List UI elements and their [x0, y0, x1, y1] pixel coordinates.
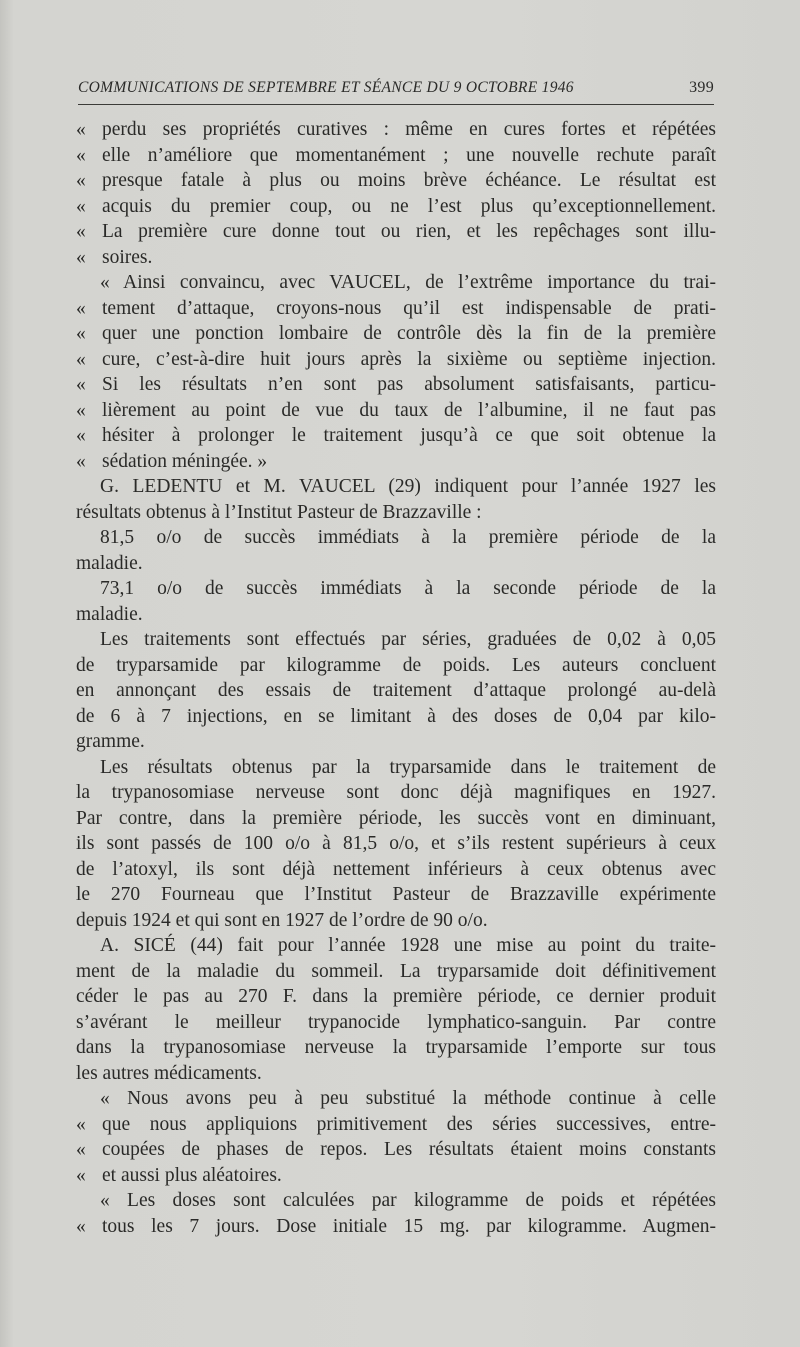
quote-mark: « — [76, 399, 86, 421]
quote-mark: « — [76, 450, 86, 472]
text-line — [76, 780, 716, 806]
text-line — [76, 933, 716, 959]
text-line — [76, 500, 716, 526]
text-line — [76, 398, 716, 424]
line-text: presque fatale à plus ou moins brève échéance. Le résultat est — [102, 170, 716, 191]
line-text: de tryparsamide par kilogramme de poids. Les auteurs concluent — [76, 654, 716, 676]
line-text: maladie. — [76, 552, 143, 574]
line-text: depuis 1924 et qui sont en 1927 de l’ordre de 90 o/o. — [76, 909, 488, 931]
line-text: en annonçant des essais de traitement d’attaque prolongé au-delà — [76, 680, 716, 701]
text-line — [76, 857, 716, 883]
text-line — [76, 194, 716, 220]
running-title: COMMUNICATIONS DE SEPTEMBRE ET SÉANCE DU 9 OCTOBRE 1946 — [78, 79, 574, 96]
line-text: quer une ponction lombaire de contrôle dès la fin de la première — [102, 323, 716, 344]
quote-mark: « — [76, 1113, 86, 1135]
header-rule — [78, 104, 714, 105]
text-line — [76, 1137, 716, 1163]
quote-mark: « — [76, 297, 86, 319]
line-text: Les traitements sont effectués par séries, graduées de 0,02 à 0,05 — [100, 629, 716, 650]
line-text: La première cure donne tout ou rien, et les repêchages sont illu- — [102, 221, 716, 242]
quote-mark: « — [76, 144, 86, 166]
line-text: ils sont passés de 100 o/o à 81,5 o/o, et s’ils restent supérieurs à ceux — [76, 833, 716, 854]
text-line — [76, 372, 716, 398]
text-line — [76, 576, 716, 602]
line-text: de 6 à 7 injections, en se limitant à des doses de 0,04 par kilo- — [76, 705, 716, 727]
line-text: ment de la maladie du sommeil. La tryparsamide doit définitivement — [76, 960, 716, 982]
line-text: et aussi plus aléatoires. — [102, 1164, 282, 1186]
line-text: A. SICÉ (44) fait pour l’année 1928 une mise au point du traite- — [100, 935, 716, 956]
quote-mark: « — [76, 119, 86, 140]
text-line — [76, 602, 716, 628]
text-line — [76, 117, 716, 143]
text-line — [76, 449, 716, 475]
line-text: tement d’attaque, croyons-nous qu’il est indispensable de prati- — [102, 297, 716, 319]
text-line — [76, 525, 716, 551]
line-text: hésiter à prolonger le traitement jusqu’à ce que soit obtenue la — [102, 425, 716, 446]
quote-mark: « — [76, 425, 86, 446]
quote-mark: « — [76, 1164, 86, 1186]
line-text: le 270 Fourneau que l’Institut Pasteur de Brazzaville expérimente — [76, 884, 716, 905]
line-text: « Nous avons peu à peu substitué la méthode continue à celle — [100, 1088, 716, 1109]
line-text: perdu ses propriétés curatives : même en cures fortes et répétées — [102, 119, 716, 140]
text-line — [76, 245, 716, 271]
page-number: 399 — [689, 79, 714, 96]
text-line — [76, 1061, 716, 1087]
body-text — [76, 117, 716, 1239]
text-line — [76, 219, 716, 245]
text-line — [76, 627, 716, 653]
quote-mark: « — [76, 1139, 86, 1160]
line-text: acquis du premier coup, ou ne l’est plus qu’exceptionnellement. — [102, 195, 716, 217]
quote-mark: « — [76, 374, 86, 395]
line-text: résultats obtenus à l’Institut Pasteur de Brazzaville : — [76, 501, 482, 523]
quote-mark: « — [76, 221, 86, 242]
text-line — [76, 143, 716, 169]
quote-mark: « — [76, 348, 86, 370]
line-text: Les résultats obtenus par la tryparsamide dans le traitement de — [100, 756, 716, 778]
text-line — [76, 1010, 716, 1036]
text-line — [76, 984, 716, 1010]
text-line — [76, 704, 716, 730]
text-line — [76, 168, 716, 194]
text-line — [76, 653, 716, 679]
text-line — [76, 321, 716, 347]
text-line — [76, 551, 716, 577]
running-header — [78, 79, 714, 105]
text-line — [76, 270, 716, 296]
line-text: 73,1 o/o de succès immédiats à la seconde période de la — [100, 578, 716, 599]
text-line — [76, 882, 716, 908]
text-line — [76, 959, 716, 985]
line-text: G. LEDENTU et M. VAUCEL (29) indiquent pour l’année 1927 les — [100, 476, 716, 497]
text-line — [76, 1035, 716, 1061]
quote-mark: « — [76, 1215, 86, 1237]
line-text: cure, c’est-à-dire huit jours après la sixième ou septième injection. — [102, 348, 716, 370]
line-text: gramme. — [76, 731, 145, 752]
line-text: coupées de phases de repos. Les résultats étaient moins constants — [102, 1139, 716, 1160]
line-text: dans la trypanosomiase nerveuse la tryparsamide l’emporte sur tous — [76, 1037, 716, 1058]
line-text: la trypanosomiase nerveuse sont donc déjà magnifiques en 1927. — [76, 782, 716, 803]
line-text: 81,5 o/o de succès immédiats à la première période de la — [100, 527, 716, 548]
text-line — [76, 1112, 716, 1138]
text-line — [76, 755, 716, 781]
line-text: lièrement au point de vue du taux de l’albumine, il ne faut pas — [102, 399, 716, 421]
line-text: sédation méningée. » — [102, 450, 268, 472]
text-line — [76, 806, 716, 832]
text-line — [76, 1163, 716, 1189]
text-line — [76, 1086, 716, 1112]
quote-mark: « — [76, 323, 86, 344]
quote-mark: « — [76, 170, 86, 191]
text-line — [76, 1188, 716, 1214]
line-text: maladie. — [76, 603, 143, 625]
text-line — [76, 678, 716, 704]
line-text: elle n’améliore que momentanément ; une nouvelle rechute paraît — [102, 144, 716, 166]
quote-mark: « — [76, 195, 86, 217]
line-text: Si les résultats n’en sont pas absolument satisfaisants, particu- — [102, 374, 716, 395]
text-line — [76, 831, 716, 857]
line-text: tous les 7 jours. Dose initiale 15 mg. par kilogramme. Augmen- — [102, 1215, 716, 1237]
line-text: de l’atoxyl, ils sont déjà nettement inférieurs à ceux obtenus avec — [76, 858, 716, 880]
text-line — [76, 1214, 716, 1240]
line-text: soires. — [102, 246, 153, 268]
line-text: les autres médicaments. — [76, 1062, 262, 1084]
quote-mark: « — [76, 246, 86, 268]
text-line — [76, 296, 716, 322]
line-text: « Ainsi convaincu, avec VAUCEL, de l’extrême importance du trai- — [100, 272, 716, 293]
line-text: céder le pas au 270 F. dans la première période, ce dernier produit — [76, 986, 716, 1007]
line-text: s’avérant le meilleur trypanocide lymphatico-sanguin. Par contre — [76, 1011, 716, 1033]
line-text: Par contre, dans la première période, les succès vont en diminuant, — [76, 807, 716, 829]
text-line — [76, 347, 716, 373]
text-line — [76, 908, 716, 934]
line-text: « Les doses sont calculées par kilogramme de poids et répétées — [100, 1190, 716, 1211]
line-text: que nous appliquions primitivement des séries successives, entre- — [102, 1113, 716, 1135]
text-line — [76, 729, 716, 755]
text-line — [76, 423, 716, 449]
text-line — [76, 474, 716, 500]
